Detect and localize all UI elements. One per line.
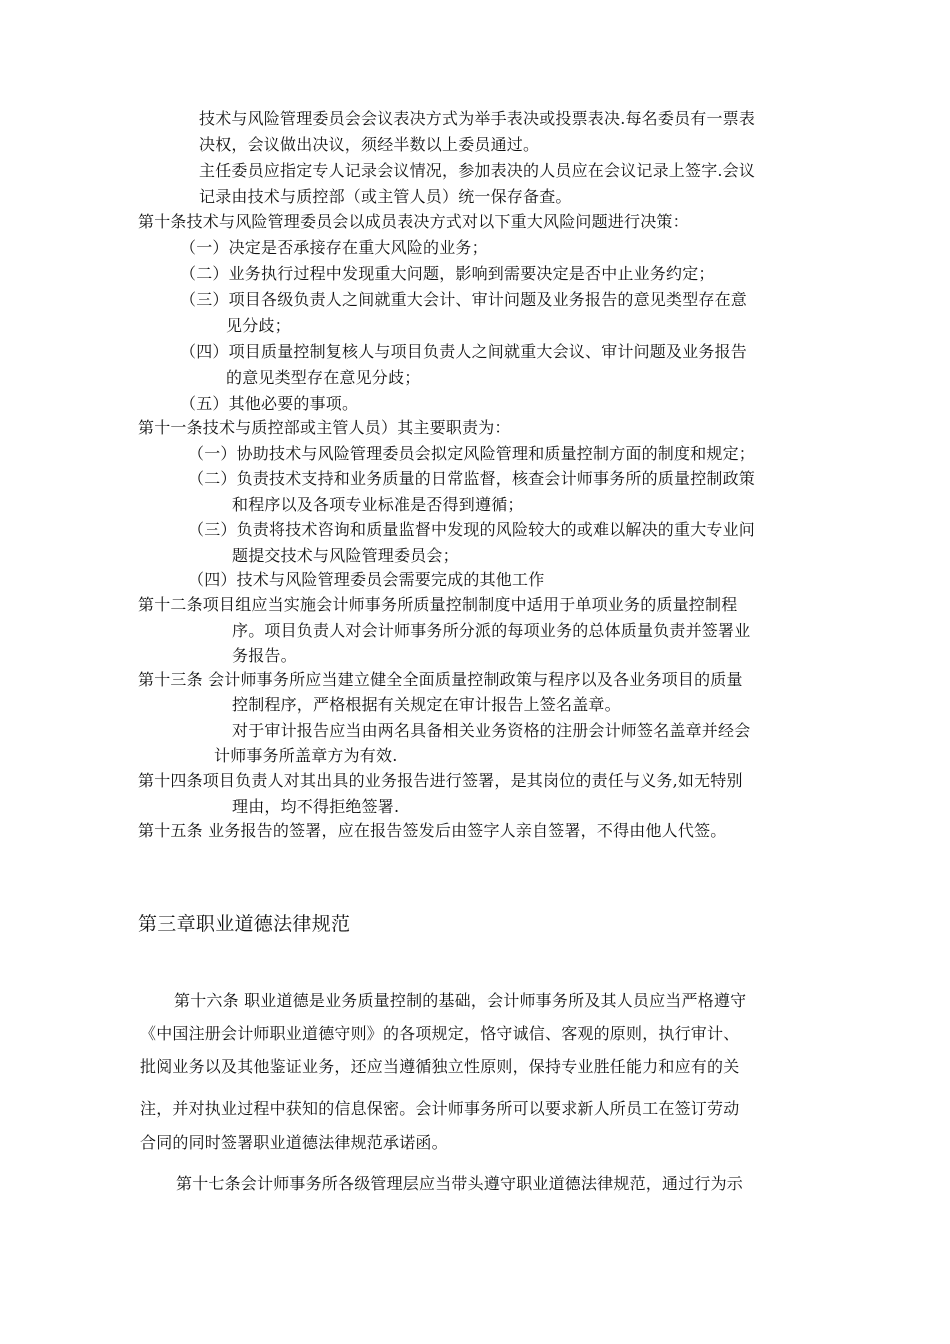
text-line: 决权，会议做出决议，须经半数以上委员通过。	[199, 135, 540, 154]
article-11-title: 第十一条技术与质控部或主管人员）其主要职责为：	[138, 418, 511, 437]
article-15-line: 第十五条 业务报告的签署，应在报告签发后由签字人亲自签署，不得由他人代签。	[138, 821, 727, 840]
article-10-item-4-cont: 的意见类型存在意见分歧；	[226, 368, 421, 387]
article-16-line: 第十六条 职业道德是业务质量控制的基础，会计师事务所及其人员应当严格遵守	[174, 991, 747, 1010]
article-14-line: 第十四条项目负责人对其出具的业务报告进行签署，是其岗位的责任与义务,如无特别	[138, 771, 743, 790]
article-14-line: 理由，均不得拒绝签署.	[232, 797, 400, 816]
article-10-item-3: （三）项目各级负责人之间就重大会计、审计问题及业务报告的意见类型存在意	[180, 290, 748, 309]
article-10-title: 第十条技术与风险管理委员会以成员表决方式对以下重大风险问题进行决策：	[138, 212, 689, 231]
article-13-line: 第十三条 会计师事务所应当建立健全全面质量控制政策与程序以及各业务项目的质量	[138, 670, 743, 689]
article-16-line: 《中国注册会计师职业道德守则》的各项规定，恪守诚信、客观的原则，执行审计、	[140, 1024, 740, 1043]
chapter-heading: 第三章职业道德法律规范	[138, 913, 351, 935]
text-line: 技术与风险管理委员会会议表决方式为举手表决或投票表决.每名委员有一票表	[199, 109, 756, 128]
article-11-item-3-cont: 题提交技术与风险管理委员会；	[232, 546, 459, 565]
text-line: 主任委员应指定专人记录会议情况，参加表决的人员应在会议记录上签字.会议	[199, 161, 756, 180]
article-11-item-1: （一）协助技术与风险管理委员会拟定风险管理和质量控制方面的制度和规定；	[188, 444, 756, 463]
article-12-line: 务报告。	[232, 646, 297, 665]
article-16-line: 合同的同时签署职业道德法律规范承诺函。	[140, 1133, 448, 1152]
article-10-item-4: （四）项目质量控制复核人与项目负责人之间就重大会议、审计问题及业务报告	[180, 342, 748, 361]
article-16-line: 批阅业务以及其他鉴证业务，还应当遵循独立性原则，保持专业胜任能力和应有的关	[140, 1057, 740, 1076]
article-11-item-3: （三）负责将技术咨询和质量监督中发现的风险较大的或难以解决的重大专业问	[188, 520, 756, 539]
article-10-item-3-cont: 见分歧；	[226, 316, 291, 335]
article-13-line: 控制程序，严格根据有关规定在审计报告上签名盖章。	[232, 695, 621, 714]
article-13-line: 对于审计报告应当由两名具备相关业务资格的注册会计师签名盖章并经会	[232, 721, 751, 740]
article-12-line: 序。项目负责人对会计师事务所分派的每项业务的总体质量负责并签署业	[232, 621, 751, 640]
article-16-line: 注，并对执业过程中获知的信息保密。会计师事务所可以要求新人所员工在签订劳动	[140, 1099, 740, 1118]
text-line: 记录由技术与质控部（或主管人员）统一保存备查。	[199, 187, 572, 206]
article-10-item-1: （一）决定是否承接存在重大风险的业务；	[180, 238, 488, 257]
article-10-item-2: （二）业务执行过程中发现重大问题，影响到需要决定是否中止业务约定；	[180, 264, 715, 283]
article-11-item-2-cont: 和程序以及各项专业标准是否得到遵循；	[232, 495, 524, 514]
article-13-line: 计师事务所盖章方为有效.	[214, 746, 398, 765]
article-10-item-5: （五）其他必要的事项。	[180, 394, 359, 413]
article-12-line: 第十二条项目组应当实施会计师事务所质量控制制度中适用于单项业务的质量控制程	[138, 595, 738, 614]
article-17-line: 第十七条会计师事务所各级管理层应当带头遵守职业道德法律规范，通过行为示	[176, 1174, 744, 1193]
article-11-item-2: （二）负责技术支持和业务质量的日常监督，核查会计师事务所的质量控制政策	[188, 469, 756, 488]
article-11-item-4: （四）技术与风险管理委员会需要完成的其他工作	[188, 570, 545, 589]
